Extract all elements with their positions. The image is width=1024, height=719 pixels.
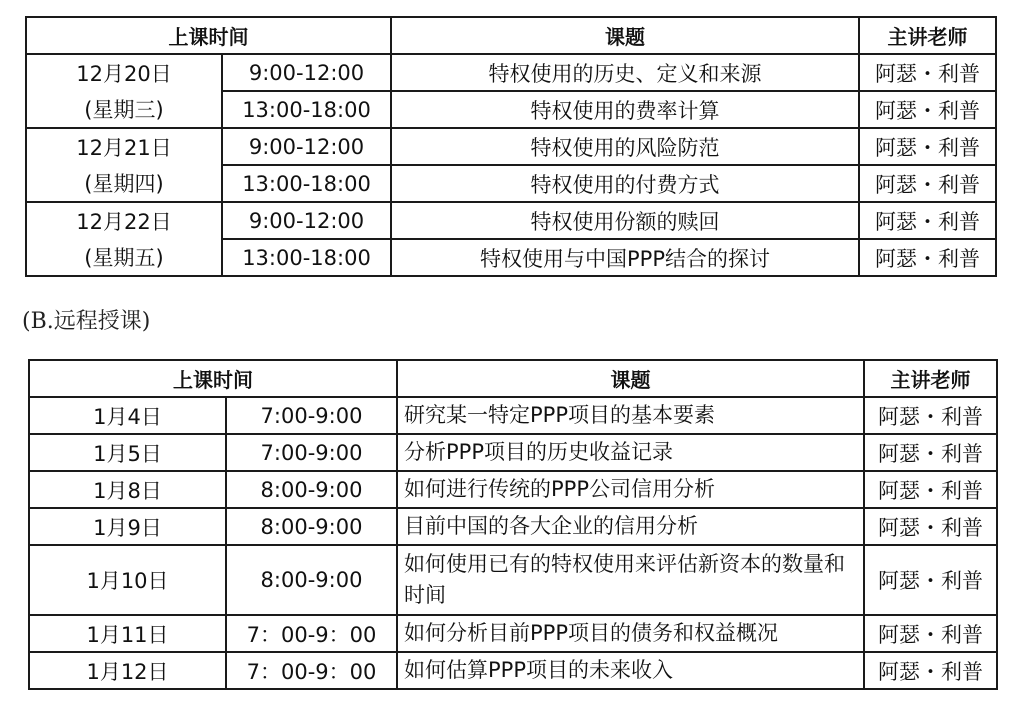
teacher-cell: 阿瑟・利普 xyxy=(859,128,996,165)
time-cell: 9:00-12:00 xyxy=(222,54,391,91)
weekday-cell: (星期三) xyxy=(26,91,222,128)
teacher-cell: 阿瑟・利普 xyxy=(859,54,996,91)
table-row xyxy=(26,202,996,239)
topic-cell: 研究某一特定PPP项目的基本要素 xyxy=(397,397,864,434)
table-row xyxy=(26,239,996,276)
time-cell: 13:00-18:00 xyxy=(222,239,391,276)
date-cell: 1月5日 xyxy=(29,434,226,471)
topic-cell: 特权使用的费率计算 xyxy=(391,91,859,128)
table-row xyxy=(26,91,996,128)
header-topic: 课题 xyxy=(391,17,859,54)
table-row xyxy=(29,397,997,434)
topic-cell: 特权使用份额的赎回 xyxy=(391,202,859,239)
date-cell: 12月22日 xyxy=(26,202,222,239)
topic-cell: 如何进行传统的PPP公司信用分析 xyxy=(397,471,864,508)
onsite-schedule-table xyxy=(25,16,997,277)
time-cell: 13:00-18:00 xyxy=(222,91,391,128)
time-cell: 9:00-12:00 xyxy=(222,202,391,239)
header-time: 上课时间 xyxy=(29,360,397,397)
section-label-remote: (B.远程授课) xyxy=(22,309,151,334)
topic-cell: 如何估算PPP项目的未来收入 xyxy=(397,652,864,689)
topic-cell: 特权使用的风险防范 xyxy=(391,128,859,165)
header-teacher: 主讲老师 xyxy=(859,17,996,54)
teacher-cell: 阿瑟・利普 xyxy=(864,652,997,689)
teacher-cell: 阿瑟・利普 xyxy=(864,397,997,434)
topic-cell: 如何分析目前PPP项目的债务和权益概况 xyxy=(397,615,864,652)
table-header-row xyxy=(26,17,996,54)
remote-schedule-table xyxy=(28,359,998,690)
teacher-cell: 阿瑟・利普 xyxy=(859,239,996,276)
time-cell: 8:00-9:00 xyxy=(226,545,397,615)
date-cell: 12月20日 xyxy=(26,54,222,91)
table-row xyxy=(29,471,997,508)
table-row xyxy=(29,434,997,471)
date-cell: 1月4日 xyxy=(29,397,226,434)
topic-cell: 特权使用的历史、定义和来源 xyxy=(391,54,859,91)
teacher-cell: 阿瑟・利普 xyxy=(864,615,997,652)
table-row xyxy=(29,545,997,615)
topic-cell: 如何使用已有的特权使用来评估新资本的数量和时间 xyxy=(397,545,864,615)
table-row xyxy=(29,652,997,689)
header-topic: 课题 xyxy=(397,360,864,397)
teacher-cell: 阿瑟・利普 xyxy=(864,508,997,545)
teacher-cell: 阿瑟・利普 xyxy=(859,91,996,128)
time-cell: 7:00-9:00 xyxy=(226,397,397,434)
teacher-cell: 阿瑟・利普 xyxy=(864,434,997,471)
date-cell: 1月9日 xyxy=(29,508,226,545)
table-row xyxy=(26,128,996,165)
table-row xyxy=(26,165,996,202)
date-cell: 12月21日 xyxy=(26,128,222,165)
date-cell: 1月12日 xyxy=(29,652,226,689)
teacher-cell: 阿瑟・利普 xyxy=(864,545,997,615)
time-cell: 9:00-12:00 xyxy=(222,128,391,165)
weekday-cell: (星期四) xyxy=(26,165,222,202)
time-cell: 13:00-18:00 xyxy=(222,165,391,202)
date-cell: 1月10日 xyxy=(29,545,226,615)
teacher-cell: 阿瑟・利普 xyxy=(864,471,997,508)
weekday-cell: (星期五) xyxy=(26,239,222,276)
time-cell: 7：00-9：00 xyxy=(226,652,397,689)
table-header-row xyxy=(29,360,997,397)
table-row xyxy=(29,508,997,545)
header-teacher: 主讲老师 xyxy=(864,360,997,397)
time-cell: 8:00-9:00 xyxy=(226,471,397,508)
topic-cell: 分析PPP项目的历史收益记录 xyxy=(397,434,864,471)
teacher-cell: 阿瑟・利普 xyxy=(859,165,996,202)
table-row xyxy=(26,54,996,91)
table-row xyxy=(29,615,997,652)
date-cell: 1月11日 xyxy=(29,615,226,652)
time-cell: 8:00-9:00 xyxy=(226,508,397,545)
time-cell: 7：00-9：00 xyxy=(226,615,397,652)
header-time: 上课时间 xyxy=(26,17,391,54)
topic-cell: 特权使用的付费方式 xyxy=(391,165,859,202)
teacher-cell: 阿瑟・利普 xyxy=(859,202,996,239)
topic-cell: 目前中国的各大企业的信用分析 xyxy=(397,508,864,545)
topic-cell: 特权使用与中国PPP结合的探讨 xyxy=(391,239,859,276)
time-cell: 7:00-9:00 xyxy=(226,434,397,471)
date-cell: 1月8日 xyxy=(29,471,226,508)
